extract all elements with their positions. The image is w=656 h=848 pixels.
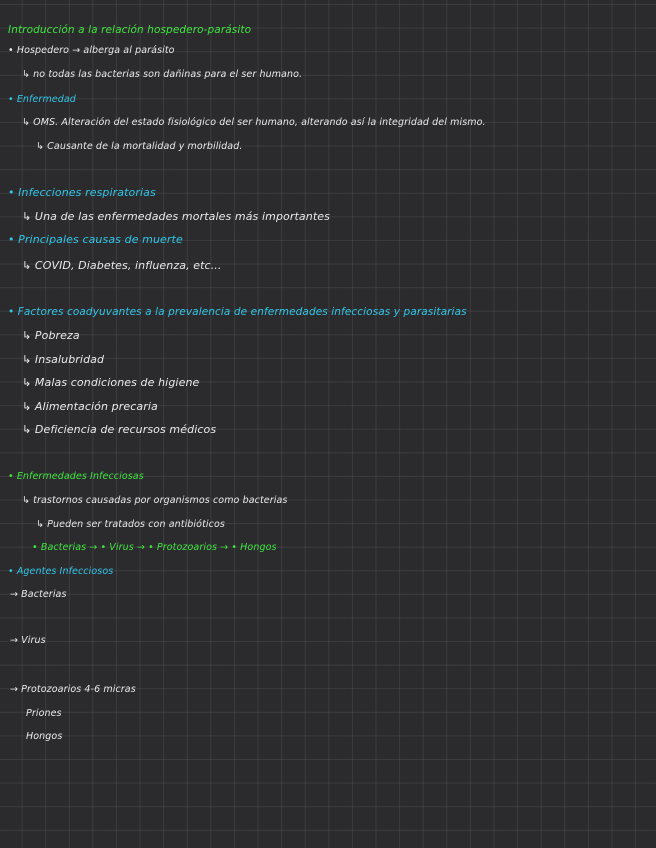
note-heading-enfermedad: • Enfermedad <box>8 94 76 105</box>
note-line-hongos: Hongos <box>26 731 63 742</box>
note-line-virus: → Virus <box>10 635 46 646</box>
notes-title: Introducción a la relación hospedero-parásito <box>8 24 252 36</box>
note-line-hospedero: • Hospedero → alberga al parásito <box>8 45 175 56</box>
note-heading-enfermedades-infecciosas: • Enfermedades Infecciosas <box>8 471 144 482</box>
note-line-antibioticos: ↳ Pueden ser tratados con antibióticos <box>36 519 225 530</box>
note-line-causante: ↳ Causante de la mortalidad y morbilidad. <box>36 141 243 152</box>
note-line-tipos-agentes: • Bacterias → • Virus → • Protozoarios → • Hongos <box>32 542 277 553</box>
note-line-protozoarios: → Protozoarios 4-6 micras <box>10 684 136 695</box>
note-line-bacterias: → Bacterias <box>10 589 67 600</box>
note-line-pobreza: ↳ Pobreza <box>22 329 80 342</box>
note-heading-infecciones-respiratorias: • Infecciones respiratorias <box>8 186 156 199</box>
note-line-trastornos: ↳ trastornos causadas por organismos como bacterias <box>22 495 288 506</box>
note-heading-causas-muerte: • Principales causas de muerte <box>8 233 183 246</box>
note-line-recursos-medicos: ↳ Deficiencia de recursos médicos <box>22 423 217 436</box>
note-heading-factores: • Factores coadyuvantes a la prevalencia de enfermedades infecciosas y parasitarias <box>8 306 467 318</box>
note-line-oms: ↳ OMS. Alteración del estado fisiológico del ser humano, alterando así la integridad del mismo. <box>22 117 486 128</box>
note-line-priones: Priones <box>26 708 62 719</box>
note-line-enfermedades-mortales: ↳ Una de las enfermedades mortales más importantes <box>22 210 330 223</box>
note-line-covid: ↳ COVID, Diabetes, influenza, etc... <box>22 259 222 272</box>
note-line-bacterias-no-daninas: ↳ no todas las bacterias son dañinas para el ser humano. <box>22 69 303 80</box>
note-line-insalubridad: ↳ Insalubridad <box>22 353 105 366</box>
note-heading-agentes-infecciosos: • Agentes Infecciosos <box>8 566 114 577</box>
note-line-alimentacion: ↳ Alimentación precaria <box>22 400 158 413</box>
note-line-higiene: ↳ Malas condiciones de higiene <box>22 376 200 389</box>
